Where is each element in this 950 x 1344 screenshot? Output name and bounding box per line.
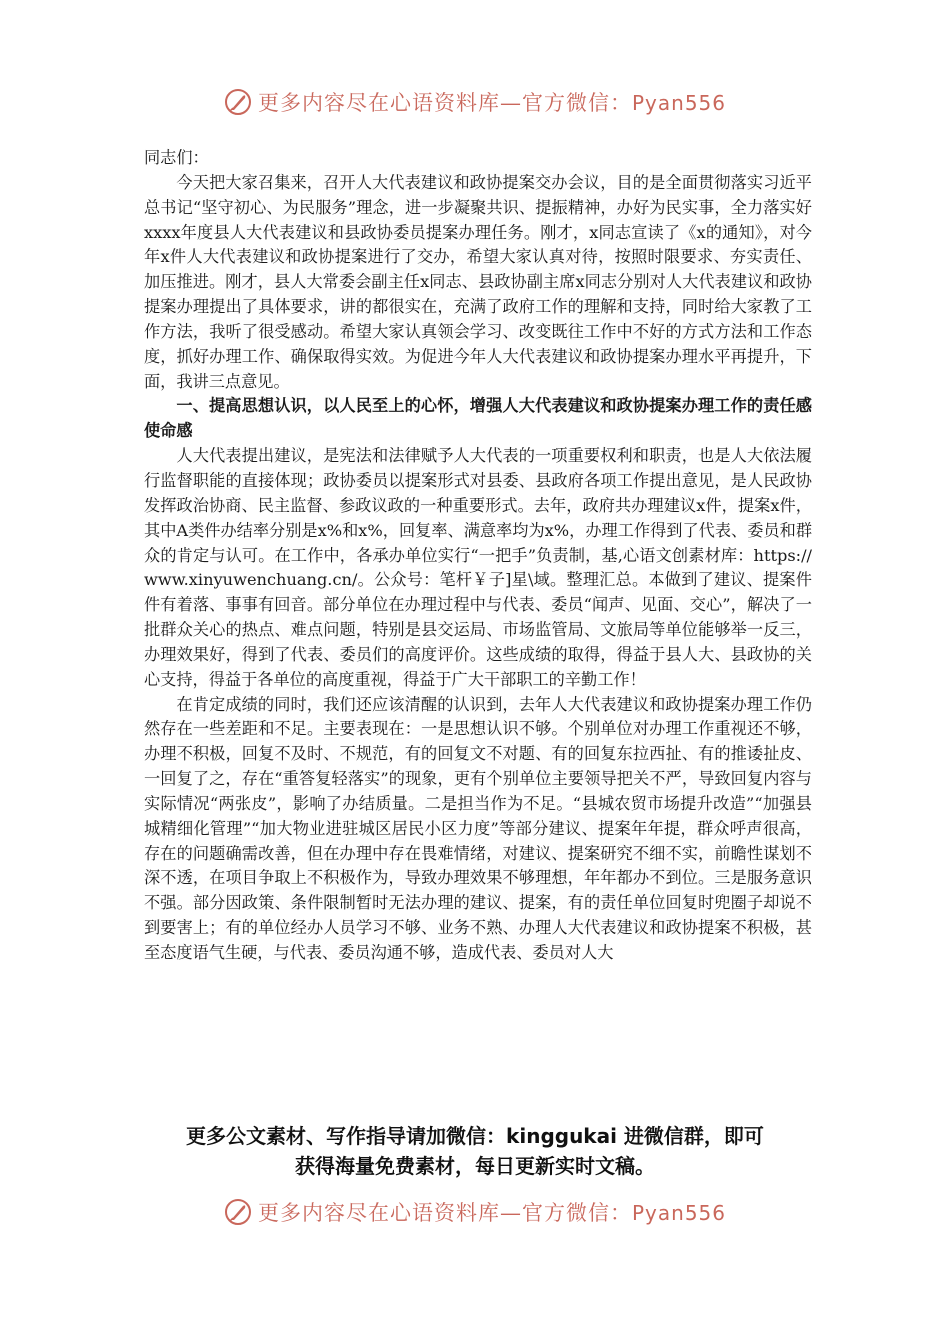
paragraph-shortcomings: 在肯定成绩的同时，我们还应该清醒的认识到，去年人大代表建议和政协提案办理工作仍然存在一些差距和不足。主要表现在：一是思想认识不够。个别单位对办理工作重视还不够，办理不积极，回复不及时、不规范，有的回复文不对题、有的回复东拉西扯、有的推诿扯皮、一回复了之，存在“重答复轻落实”的现象，更有个别单位主要领导把关不严，导致回复内容与实际情况“两张皮”，影响了办结质量。二是担当作为不足。“县城农贸市场提升改造”“加强县城精细化管理”“加大物业进驻城区居民小区力度”等部分建议、提案年年提，群众呼声很高，存在的问题确需改善，但在办理中存在畏难情绪，对建议、提案研究不细不实，前瞻性谋划不深不透，在项目争取上不积极作为，导致办理效果不够理想，年年都办不到位。三是服务意识不强。部分因政策、条件限制暂时无法办理的建议、提案，有的责任单位回复时兜圈子却说不到要害上；有的单位经办人员学习不够、业务不熟、办理人大代表建议和政协提案不积极，甚至态度语气生硬，与代表、委员沟通不够，造成代表、委员对人大 xyxy=(144,694,812,962)
header-watermark-banner xyxy=(0,82,950,122)
promo-line-2: 获得海量免费素材，每日更新实时文稿。 xyxy=(295,1154,655,1178)
promo-line-1: 更多公文素材、写作指导请加微信：kinggukai 进微信群，即可 xyxy=(186,1124,764,1148)
banner-wechat-id: Pyan556 xyxy=(631,1201,726,1225)
banner-label: 更多内容尽在心语资料库—官方微信： xyxy=(257,91,632,115)
banner-text xyxy=(258,1197,726,1227)
quill-pen-logo-icon xyxy=(224,88,252,116)
document-body xyxy=(144,146,812,966)
banner-text xyxy=(258,87,726,117)
paragraph-intro: 今天把大家召集来，召开人大代表建议和政协提案交办会议，目的是全面贯彻落实习近平总书记“坚守初心、为民服务”理念，进一步凝聚共识、提振精神，办好为民实事，全力落实好xxxx年度县人大代表建议和县政协委员提案办理任务。刚才，x同志宣读了《x的通知》，对今年x件人大代表建议和政协提案进行了交办，希望大家认真对待，按照时限要求、夯实责任、加压推进。刚才，县人大常委会副主任x同志、县政协副主席x同志分别对人大代表建议和政协提案办理提出了具体要求，讲的都很实在，充满了政府工作的理解和支持，同时给大家教了工作方法，我听了很受感动。希望大家认真领会学习、改变既往工作中不好的方式方法和工作态度，抓好办理工作、确保取得实效。为促进今年人大代表建议和政协提案办理水平再提升，下面，我讲三点意见。 xyxy=(144,172,812,391)
section-heading-1: 一、提高思想认识，以人民至上的心怀，增强人大代表建议和政协提案办理工作的责任感使命感 xyxy=(144,396,812,441)
promo-notice xyxy=(120,1121,830,1181)
greeting: 同志们： xyxy=(144,148,209,167)
quill-pen-logo-icon xyxy=(224,1198,252,1226)
banner-wechat-id: Pyan556 xyxy=(631,91,726,115)
footer-watermark-banner xyxy=(0,1192,950,1232)
banner-label: 更多内容尽在心语资料库—官方微信： xyxy=(257,1201,632,1225)
paragraph-achievements: 人大代表提出建议，是宪法和法律赋予人大代表的一项重要权利和职责，也是人大依法履行监督职能的直接体现；政协委员以提案形式对县委、县政府各项工作提出意见，是人民政协发挥政治协商、民主监督、参政议政的一种重要形式。去年，政府共办理建议x件，提案x件，其中A类件办结率分别是x%和x%，回复率、满意率均为x%，办理工作得到了代表、委员和群众的肯定与认可。在工作中，各承办单位实行“一把手”负责制，基,心语文创素材库：https://www.xinyuwenchuang.cn/。公众号：笔杆￥子]星\域。整理汇总。本做到了建议、提案件件有着落、事事有回音。部分单位在办理过程中与代表、委员“闻声、见面、交心”，解决了一批群众关心的热点、难点问题，特别是县交运局、市场监管局、文旅局等单位能够举一反三，办理效果好，得到了代表、委员们的高度评价。这些成绩的取得，得益于县人大、县政协的关心支持，得益于各单位的高度重视，得益于广大干部职工的辛勤工作！ xyxy=(144,446,812,689)
